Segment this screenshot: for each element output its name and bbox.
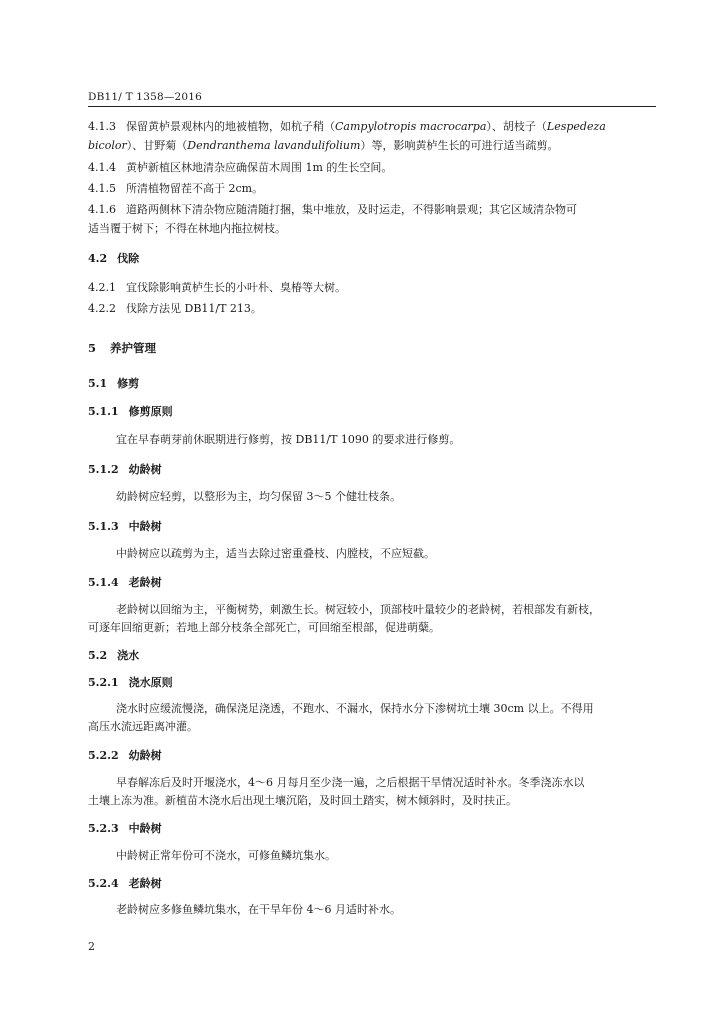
section-title: 中龄树 [128,520,162,533]
section-number: 5.2.2 [88,749,119,762]
paragraph-text: 早春解冻后及时开堰浇水，4～6 月每月至少浇一遍，之后根据干旱情况适时补水。冬季浇冻水以 [116,776,585,789]
section-title: 修剪原则 [128,405,173,418]
latin-name: Dendranthema lavandulifolium [187,139,361,152]
section-title: 修剪 [117,377,140,390]
paragraph-5-1-4-cont [88,621,658,635]
section-5-2-heading [88,649,658,663]
section-title: 幼龄树 [128,463,162,476]
section-5-2-2-heading [88,749,658,763]
clause-4-1-6-cont [88,222,658,236]
clause-4-2-2 [88,302,658,316]
clause-4-1-4 [88,161,658,175]
page-number: 2 [88,940,95,953]
section-title: 老龄树 [128,877,162,890]
clause-number: 4.1.5 [88,182,116,195]
section-number: 5.2 [88,649,108,662]
paragraph-text: 老龄树以回缩为主，平衡树势，刺激生长。树冠较小，顶部枝叶量较少的老龄树，若根部发有新枝， [116,603,600,616]
section-number: 5.2.4 [88,877,119,890]
section-number: 5.2.1 [88,676,119,689]
section-title: 养护管理 [110,341,157,355]
clause-text: 黄栌新植区林地清杂应确保苗木周围 1m 的生长空间。 [126,161,393,174]
paragraph-text: 老龄树应多修鱼鳞坑集水，在干旱年份 4～6 月适时补水。 [116,903,401,916]
section-title: 幼龄树 [128,749,162,762]
section-5-2-1-heading [88,676,658,690]
paragraph-text: 中龄树正常年份可不浇水，可修鱼鳞坑集水。 [116,849,336,862]
clause-4-2-1 [88,281,658,295]
clause-text: ）、胡枝子（ [486,120,547,133]
section-title: 浇水 [117,649,140,662]
section-5-2-4-heading [88,877,658,891]
section-number: 5 [88,341,97,355]
clause-text: 所清植物留茬不高于 2cm。 [126,182,264,195]
clause-number: 4.1.3 [88,120,116,133]
section-title: 浇水原则 [128,676,173,689]
standard-code: DB11/ T 1358—2016 [88,91,203,103]
clause-4-1-6 [88,203,658,217]
paragraph-5-1-2 [116,490,658,504]
section-number: 5.1.3 [88,520,119,533]
clause-text: ）、甘野菊（ [126,139,188,152]
paragraph-text: 浇水时应缓流慢浇，确保浇足浇透，不跑水、不漏水，保持水分下渗树坑土壤 30cm 以上。不得用 [116,702,594,715]
latin-name: Campylotropis macrocarpa [335,120,487,133]
clause-4-1-3 [88,120,658,134]
paragraph-5-2-4 [116,903,658,917]
paragraph-text: 中龄树应以疏剪为主，适当去除过密重叠枝、内膛枝，不应短截。 [116,547,435,560]
paragraph-text: 幼龄树应轻剪，以整形为主，均匀保留 3～5 个健壮枝条。 [116,490,401,503]
section-number: 5.2.3 [88,822,119,835]
clause-text: 伐除方法见 DB11/T 213。 [126,302,262,315]
paragraph-text: 高压水流远距离冲灌。 [88,720,198,733]
paragraph-5-2-1-cont [88,720,658,734]
paragraph-text: 宜在早春萌芽前休眠期进行修剪，按 DB11/T 1090 的要求进行修剪。 [116,433,461,446]
section-number: 5.1.4 [88,576,119,589]
section-5-1-heading [88,377,658,391]
paragraph-5-2-2-cont [88,794,658,808]
section-number: 5.1.1 [88,405,119,418]
clause-4-1-3-cont [88,139,658,153]
paragraph-text: 可逐年回缩更新；若地上部分枝条全部死亡，可回缩至根部，促进萌蘖。 [88,621,440,634]
section-5-1-3-heading [88,520,658,534]
clause-text: 宜伐除影响黄栌生长的小叶朴、臭椿等大树。 [126,281,346,294]
section-title: 老龄树 [128,576,162,589]
section-5-1-2-heading [88,463,658,477]
header-rule [88,106,656,107]
section-title: 中龄树 [128,822,162,835]
section-number: 5.1 [88,377,108,390]
clause-number: 4.1.6 [88,203,116,216]
clause-text: 道路两侧林下清杂物应随清随打捆，集中堆放，及时运走，不得影响景观；其它区域清杂物可 [126,203,577,216]
section-5-1-4-heading [88,576,658,590]
section-title: 伐除 [117,252,140,265]
clause-text: ）等，影响黄栌生长的可进行适当疏剪。 [360,139,559,152]
clause-text: 保留黄栌景观林内的地被植物，如杭子稍（ [126,120,335,133]
paragraph-5-1-1 [116,433,658,447]
section-number: 4.2 [88,252,108,265]
clause-4-1-5 [88,182,658,196]
latin-name: bicolor [88,139,127,152]
clause-text: 适当覆于树下；不得在林地内拖拉树枝。 [88,222,286,235]
paragraph-text: 土壤上冻为准。新植苗木浇水后出现土壤沉陷，及时回土踏实，树木倾斜时，及时扶正。 [88,794,517,807]
clause-number: 4.2.1 [88,281,116,294]
paragraph-5-2-2 [116,776,658,790]
clause-number: 4.2.2 [88,302,116,315]
section-5-2-3-heading [88,822,658,836]
paragraph-5-2-3 [116,849,658,863]
latin-name: Lespedeza [546,120,606,133]
section-number: 5.1.2 [88,463,119,476]
section-4-2-heading [88,252,658,266]
section-5-1-1-heading [88,405,658,419]
paragraph-5-1-4 [116,603,658,617]
clause-number: 4.1.4 [88,161,116,174]
paragraph-5-2-1 [116,702,658,716]
paragraph-5-1-3 [116,547,658,561]
section-5-heading [88,341,658,355]
